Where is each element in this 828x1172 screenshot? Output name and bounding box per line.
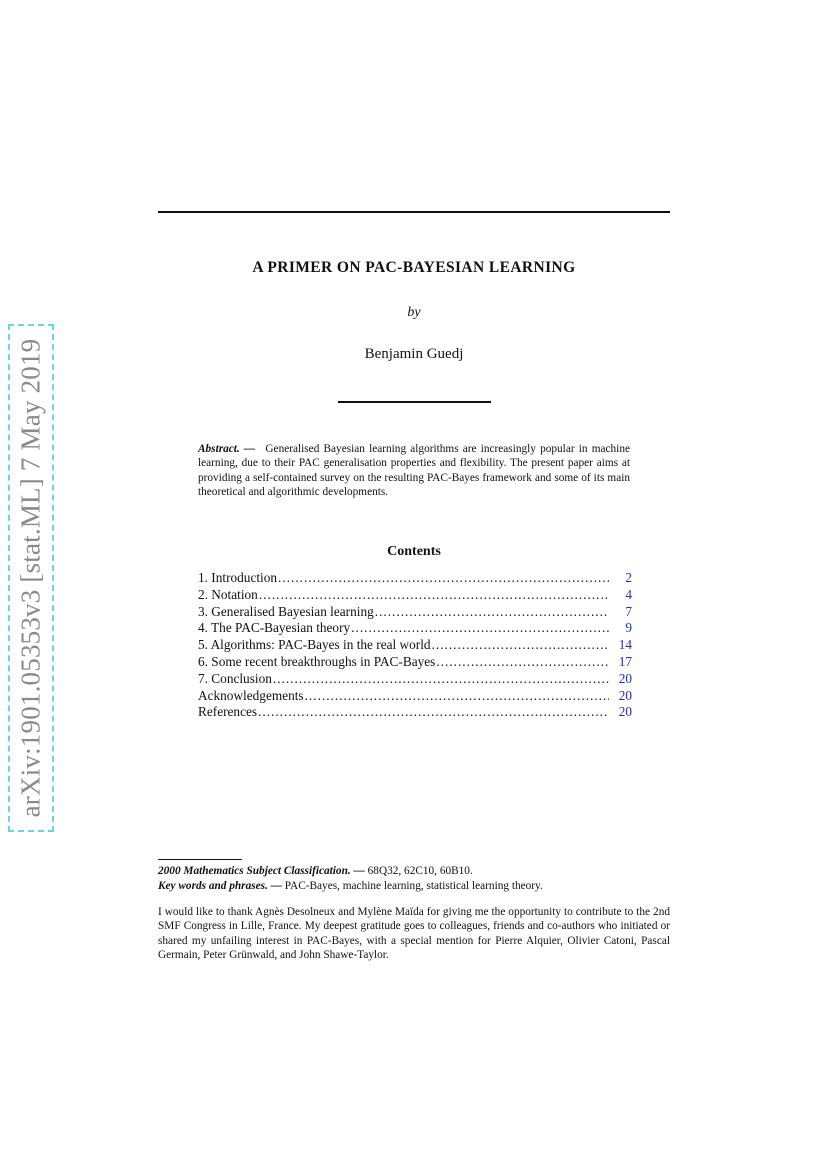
author-name: Benjamin Guedj — [364, 346, 464, 362]
by-line: by — [407, 305, 421, 320]
keywords-label: Key words and phrases. — — [158, 880, 282, 892]
toc-page-link[interactable]: 20 — [618, 704, 632, 720]
toc-label: Acknowledgements — [198, 687, 304, 703]
msc-value: 68Q32, 62C10, 60B10. — [367, 865, 473, 877]
toc-entry-breakthroughs[interactable] — [198, 654, 632, 671]
toc-label: 3. Generalised Bayesian learning — [198, 603, 374, 619]
acknowledgement-note: I would like to thank Agnès Desolneux and Mylène Maïda for giving me the opportunity to contribute to the 2nd SMF Congress in Lille, France. My deepest gratitude goes to colleagues, friends and co-authors who initiated or shared my unfailing interest in PAC-Bayes, with a special mention for Pierre Alquier, Olivier Catoni, Pascal Germain, Peter Grünwald, and John Shawe-Taylor. — [158, 906, 670, 961]
toc-page-link[interactable]: 14 — [618, 637, 632, 653]
toc-leader — [432, 637, 609, 654]
toc-page-link[interactable]: 9 — [625, 620, 632, 636]
keywords — [158, 879, 670, 893]
toc-leader — [259, 587, 609, 604]
toc-entry-references[interactable] — [198, 704, 632, 721]
toc-entry-generalised-bayesian[interactable] — [198, 604, 632, 621]
toc-entry-pac-bayesian-theory[interactable] — [198, 620, 632, 637]
abstract-heading: Abstract. — — [198, 443, 256, 455]
footnote-rule — [158, 859, 242, 860]
msc-label: 2000 Mathematics Subject Classification. — — [158, 865, 365, 877]
title-rule-top — [158, 211, 670, 213]
toc-entry-introduction[interactable] — [198, 570, 632, 587]
toc-leader — [278, 570, 609, 587]
toc-label: 2. Notation — [198, 586, 258, 602]
arxiv-stamp[interactable]: arXiv:1901.05353v3 [stat.ML] 7 May 2019 — [15, 338, 46, 818]
abstract — [198, 442, 630, 499]
toc-page-link[interactable]: 20 — [618, 670, 632, 686]
toc-leader — [436, 654, 609, 671]
toc-page-link[interactable]: 20 — [618, 687, 632, 703]
toc-label: References — [198, 704, 258, 720]
toc-label: 4. The PAC-Bayesian theory — [198, 620, 351, 636]
toc-label: 5. Algorithms: PAC-Bayes in the real world — [198, 637, 431, 653]
toc-label: 6. Some recent breakthroughs in PAC-Bayes — [198, 653, 436, 669]
toc-page-link[interactable]: 2 — [625, 570, 632, 585]
toc-leader — [375, 604, 609, 621]
toc-page-link[interactable]: 4 — [625, 586, 632, 602]
toc-leader — [351, 620, 609, 637]
contents-title: Contents — [387, 544, 441, 559]
toc-label: 7. Conclusion — [198, 670, 272, 686]
abstract-text: Generalised Bayesian learning algorithms are increasingly popular in machine learning, due to their PAC generalisation properties and flexibility. The present paper aims at providing a self-contained survey on the resulting PAC-Bayes framework and some of its main theoretical and algorithmic developments. — [198, 443, 630, 498]
table-of-contents — [198, 570, 632, 721]
paper-title: A PRIMER ON PAC-BAYESIAN LEARNING — [252, 259, 576, 276]
msc-classification — [158, 864, 670, 878]
toc-page-link[interactable]: 17 — [618, 653, 632, 669]
author-rule — [338, 401, 491, 403]
toc-leader — [258, 704, 609, 721]
toc-leader — [273, 671, 609, 688]
keywords-value: PAC-Bayes, machine learning, statistical learning theory. — [284, 880, 543, 892]
toc-label: 1. Introduction — [198, 570, 278, 585]
toc-entry-notation[interactable] — [198, 587, 632, 604]
toc-entry-acknowledgements[interactable] — [198, 688, 632, 705]
toc-entry-algorithms[interactable] — [198, 637, 632, 654]
toc-leader — [305, 688, 609, 705]
toc-entry-conclusion[interactable] — [198, 671, 632, 688]
toc-page-link[interactable]: 7 — [625, 603, 632, 619]
